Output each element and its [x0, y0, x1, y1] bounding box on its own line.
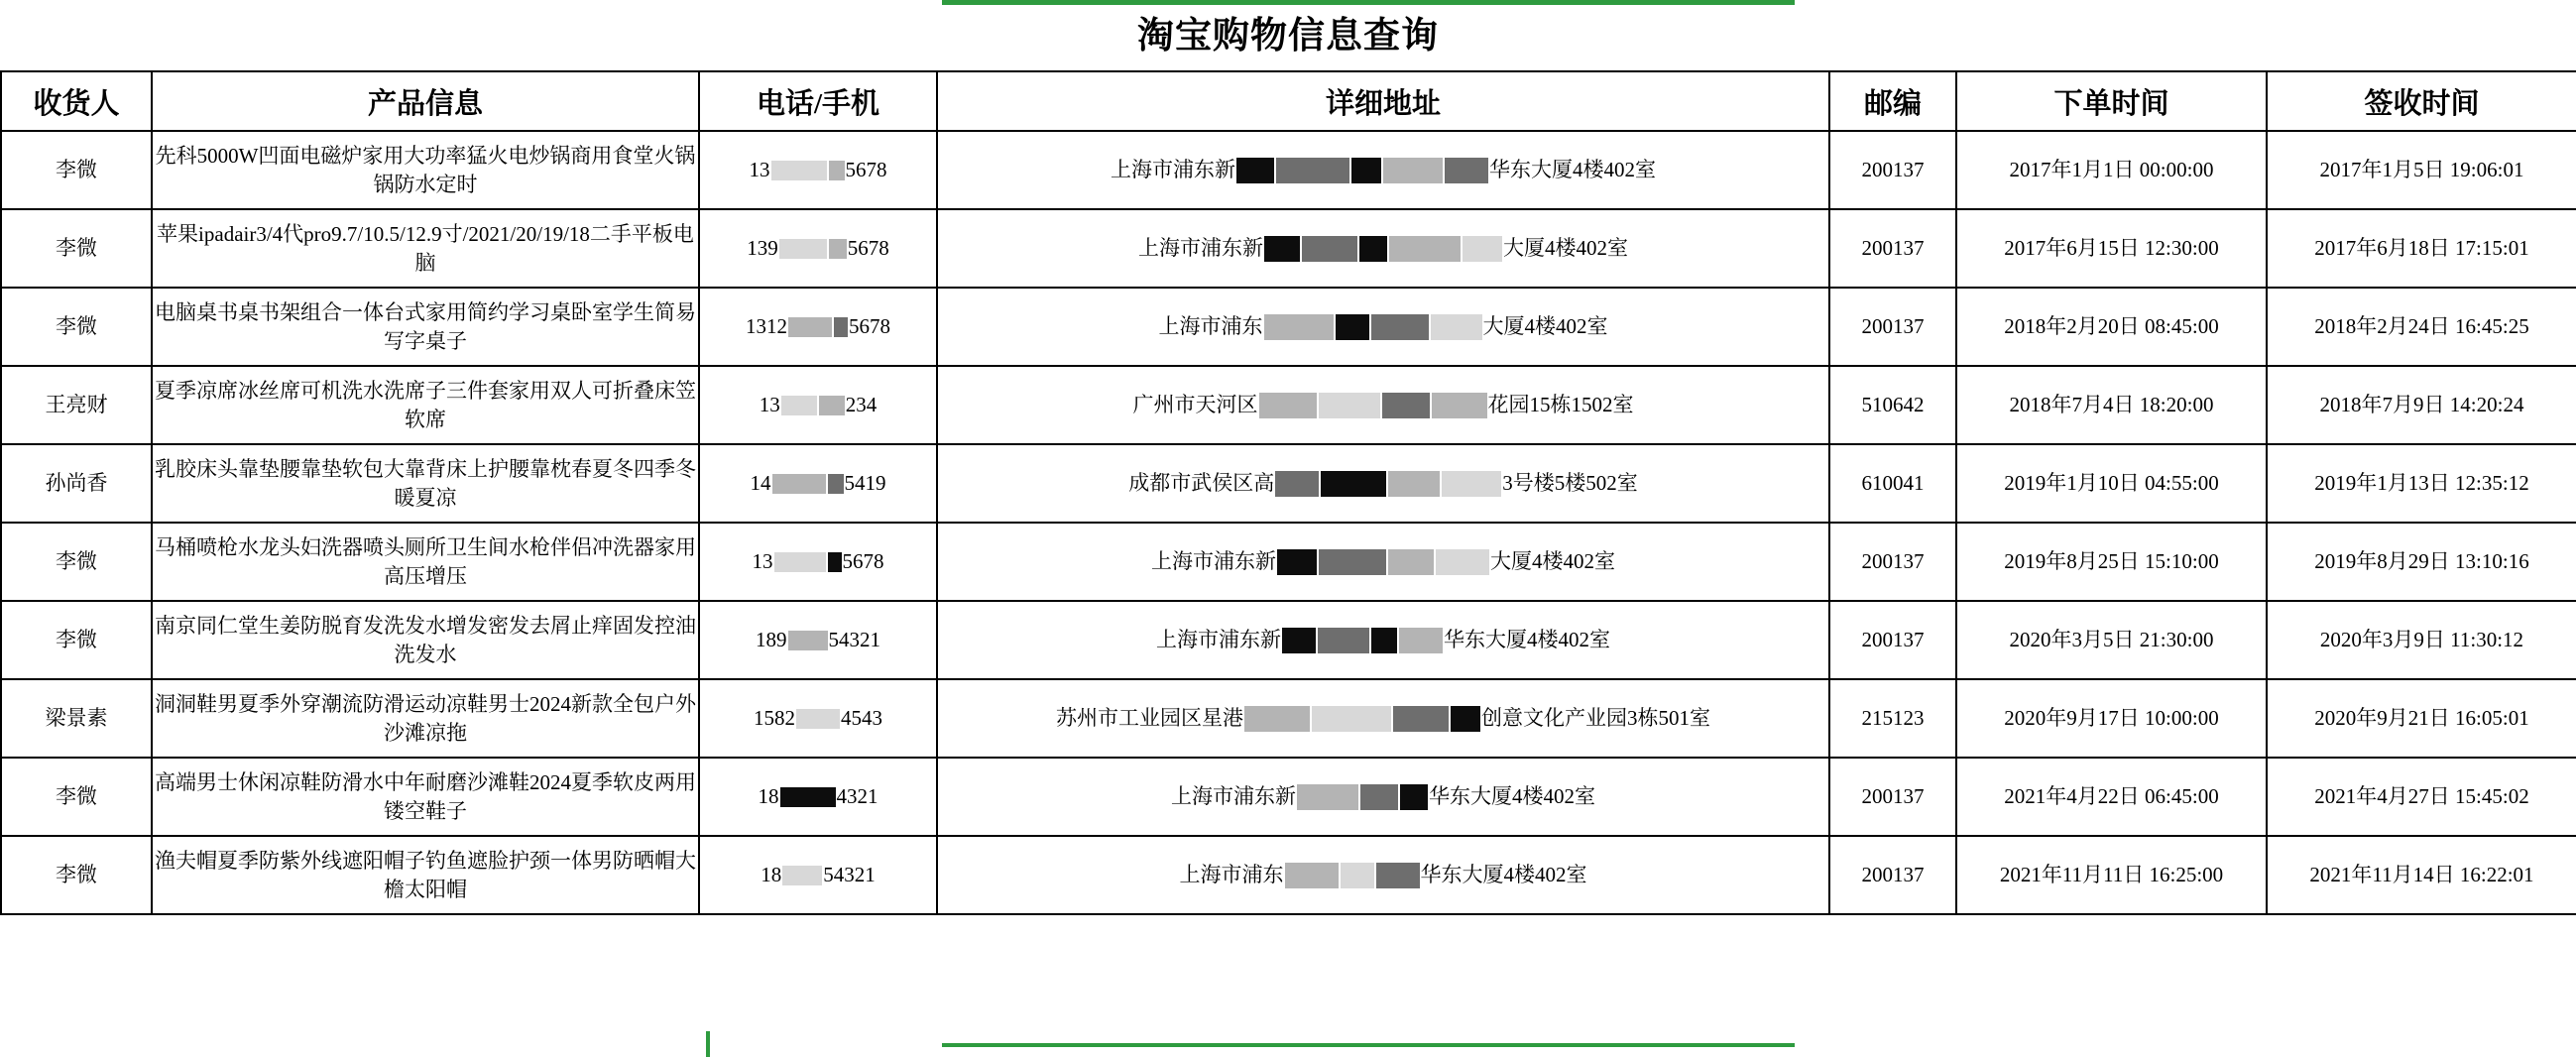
phone-suffix: 54321 — [828, 628, 880, 652]
cell-order-time: 2019年1月10日 04:55:00 — [1956, 444, 2267, 523]
redaction-block — [1259, 393, 1317, 418]
cell-zip: 200137 — [1829, 836, 1956, 914]
cell-zip: 200137 — [1829, 601, 1956, 679]
table-row — [1, 836, 2576, 914]
cell-order-time: 2018年2月20日 08:45:00 — [1956, 288, 2267, 366]
redaction-block — [1376, 863, 1420, 888]
cell-recipient: 李微 — [1, 209, 152, 288]
phone-suffix: 54321 — [823, 863, 876, 887]
redaction-block — [771, 161, 827, 180]
cell-sign-time: 2018年7月9日 14:20:24 — [2267, 366, 2576, 444]
cell-recipient: 李微 — [1, 601, 152, 679]
redaction-block — [1341, 863, 1374, 888]
cell-address — [937, 131, 1829, 209]
redaction-block — [1297, 784, 1358, 810]
address-suffix: 创意文化产业园3栋501室 — [1481, 706, 1710, 731]
left-accent-mark — [706, 1031, 710, 1057]
cell-order-time: 2021年11月11日 16:25:00 — [1956, 836, 2267, 914]
phone-prefix: 1582 — [754, 706, 795, 731]
cell-address — [937, 601, 1829, 679]
redaction-block — [1436, 549, 1489, 575]
phone-redacted — [746, 312, 890, 340]
phone-redacted — [761, 861, 876, 888]
phone-suffix: 5678 — [842, 549, 884, 574]
phone-suffix: 5678 — [845, 158, 887, 182]
redaction-block — [829, 239, 847, 259]
redaction-block — [834, 317, 848, 337]
cell-recipient: 梁景素 — [1, 679, 152, 758]
redaction-block — [1383, 158, 1443, 183]
cell-address — [937, 523, 1829, 601]
cell-zip: 215123 — [1829, 679, 1956, 758]
cell-sign-time: 2018年2月24日 16:45:25 — [2267, 288, 2576, 366]
cell-recipient: 李微 — [1, 288, 152, 366]
phone-suffix: 4543 — [841, 706, 882, 731]
redaction-block — [1388, 549, 1434, 575]
address-suffix: 华东大厦4楼402室 — [1444, 628, 1610, 652]
address-suffix: 华东大厦4楼402室 — [1429, 784, 1595, 809]
redaction-block — [1302, 236, 1357, 262]
redaction-block — [1319, 393, 1380, 418]
cell-recipient: 李微 — [1, 836, 152, 914]
cell-address — [937, 288, 1829, 366]
cell-order-time: 2017年1月1日 00:00:00 — [1956, 131, 2267, 209]
phone-redacted — [750, 156, 887, 183]
redaction-block — [1432, 393, 1487, 418]
redaction-block — [1400, 784, 1428, 810]
address-prefix: 上海市浦东新 — [1171, 784, 1296, 809]
phone-redacted — [747, 234, 889, 262]
phone-prefix: 189 — [756, 628, 787, 652]
phone-prefix: 14 — [750, 471, 771, 496]
redaction-block — [1371, 314, 1429, 340]
address-prefix: 上海市浦东新 — [1156, 628, 1281, 652]
cell-zip: 200137 — [1829, 758, 1956, 836]
cell-recipient: 李微 — [1, 131, 152, 209]
column-header-zip: 邮编 — [1829, 71, 1956, 131]
address-suffix: 华东大厦4楼402室 — [1489, 158, 1656, 182]
address-redacted — [1159, 312, 1608, 340]
phone-suffix: 4321 — [836, 784, 878, 809]
phone-prefix: 13 — [752, 549, 773, 574]
table-row — [1, 444, 2576, 523]
redaction-block — [1276, 158, 1349, 183]
column-header-recipient: 收货人 — [1, 71, 152, 131]
cell-phone — [699, 366, 937, 444]
redaction-block — [1244, 706, 1310, 732]
table-row — [1, 601, 2576, 679]
cell-zip: 200137 — [1829, 131, 1956, 209]
cell-phone — [699, 131, 937, 209]
redaction-block — [828, 552, 842, 572]
cell-phone — [699, 601, 937, 679]
cell-sign-time: 2021年4月27日 15:45:02 — [2267, 758, 2576, 836]
address-redacted — [1171, 782, 1595, 810]
phone-redacted — [753, 547, 884, 575]
address-redacted — [1156, 626, 1610, 653]
redaction-block — [1389, 236, 1461, 262]
redaction-block — [772, 474, 826, 494]
address-prefix: 上海市浦东 — [1179, 863, 1284, 887]
redaction-block — [1282, 628, 1316, 653]
cell-product: 电脑桌书桌书架组合一体台式家用简约学习桌卧室学生简易写字桌子 — [152, 288, 699, 366]
cell-recipient: 孙尚香 — [1, 444, 152, 523]
redaction-block — [819, 396, 845, 415]
redaction-block — [1463, 236, 1502, 262]
phone-redacted — [760, 391, 878, 418]
cell-zip: 200137 — [1829, 523, 1956, 601]
cell-order-time: 2020年9月17日 10:00:00 — [1956, 679, 2267, 758]
phone-suffix: 5419 — [844, 471, 886, 496]
address-prefix: 上海市浦东新 — [1111, 158, 1235, 182]
table-row — [1, 366, 2576, 444]
table-header — [1, 71, 2576, 131]
address-suffix: 大厦4楼402室 — [1490, 549, 1615, 574]
phone-redacted — [756, 626, 880, 653]
cell-zip: 510642 — [1829, 366, 1956, 444]
bottom-spacer — [0, 1046, 2576, 1057]
address-redacted — [1128, 469, 1638, 497]
cell-recipient: 李微 — [1, 758, 152, 836]
redaction-block — [781, 396, 817, 415]
column-header-phone: 电话/手机 — [699, 71, 937, 131]
cell-product: 高端男士休闲凉鞋防滑水中年耐磨沙滩鞋2024夏季软皮两用镂空鞋子 — [152, 758, 699, 836]
cell-product: 马桶喷枪水龙头妇洗器喷头厕所卫生间水枪伴侣冲洗器家用高压增压 — [152, 523, 699, 601]
cell-sign-time: 2019年8月29日 13:10:16 — [2267, 523, 2576, 601]
cell-address — [937, 366, 1829, 444]
table-row — [1, 209, 2576, 288]
cell-zip: 610041 — [1829, 444, 1956, 523]
cell-sign-time: 2020年9月21日 16:05:01 — [2267, 679, 2576, 758]
table-row — [1, 523, 2576, 601]
redaction-block — [1431, 314, 1482, 340]
cell-phone — [699, 444, 937, 523]
redaction-block — [1312, 706, 1391, 732]
redaction-block — [780, 787, 836, 807]
cell-order-time: 2019年8月25日 15:10:00 — [1956, 523, 2267, 601]
address-suffix: 3号楼5楼502室 — [1502, 471, 1638, 496]
redaction-block — [1445, 158, 1488, 183]
phone-prefix: 13 — [759, 393, 780, 417]
redaction-block — [1351, 158, 1381, 183]
redaction-block — [828, 474, 844, 494]
table-row — [1, 288, 2576, 366]
cell-product: 先科5000W凹面电磁炉家用大功率猛火电炒锅商用食堂火锅锅防水定时 — [152, 131, 699, 209]
column-header-sign-time: 签收时间 — [2267, 71, 2576, 131]
redaction-block — [1336, 314, 1369, 340]
redaction-block — [788, 317, 832, 337]
purchase-info-table — [0, 70, 2576, 915]
cell-order-time: 2017年6月15日 12:30:00 — [1956, 209, 2267, 288]
address-redacted — [1111, 156, 1656, 183]
cell-address — [937, 444, 1829, 523]
address-redacted — [1056, 704, 1710, 732]
phone-suffix: 5678 — [847, 236, 889, 261]
redaction-block — [1285, 863, 1339, 888]
phone-prefix: 13 — [749, 158, 770, 182]
cell-phone — [699, 209, 937, 288]
cell-recipient: 李微 — [1, 523, 152, 601]
redaction-block — [782, 866, 822, 885]
phone-redacted — [759, 782, 878, 810]
redaction-block — [1277, 549, 1317, 575]
redaction-block — [1388, 471, 1440, 497]
cell-sign-time: 2020年3月9日 11:30:12 — [2267, 601, 2576, 679]
redaction-block — [1275, 471, 1319, 497]
redaction-block — [1360, 784, 1398, 810]
cell-order-time: 2021年4月22日 06:45:00 — [1956, 758, 2267, 836]
cell-phone — [699, 288, 937, 366]
cell-product: 南京同仁堂生姜防脱育发洗发水增发密发去屑止痒固发控油洗发水 — [152, 601, 699, 679]
phone-redacted — [751, 469, 886, 497]
redaction-block — [1371, 628, 1397, 653]
redaction-block — [774, 552, 826, 572]
address-prefix: 苏州市工业园区星港 — [1056, 706, 1243, 731]
table-row — [1, 758, 2576, 836]
address-redacted — [1180, 861, 1587, 888]
table-body — [1, 131, 2576, 914]
cell-phone — [699, 679, 937, 758]
cell-sign-time: 2017年6月18日 17:15:01 — [2267, 209, 2576, 288]
address-suffix: 花园15栋1502室 — [1487, 393, 1634, 417]
page-title: 淘宝购物信息查询 — [1137, 16, 1439, 57]
phone-suffix: 234 — [845, 393, 878, 417]
phone-prefix: 18 — [758, 784, 779, 809]
cell-product: 洞洞鞋男夏季外穿潮流防滑运动凉鞋男士2024新款全包户外沙滩凉拖 — [152, 679, 699, 758]
redaction-block — [1264, 236, 1300, 262]
phone-redacted — [754, 704, 882, 732]
column-header-address: 详细地址 — [937, 71, 1829, 131]
redaction-block — [1319, 549, 1386, 575]
redaction-block — [1399, 628, 1443, 653]
address-suffix: 大厦4楼402室 — [1503, 236, 1628, 261]
cell-phone — [699, 836, 937, 914]
address-redacted — [1151, 547, 1615, 575]
redaction-block — [1382, 393, 1430, 418]
redaction-block — [1318, 628, 1369, 653]
cell-phone — [699, 758, 937, 836]
redaction-block — [1359, 236, 1387, 262]
column-header-product: 产品信息 — [152, 71, 699, 131]
cell-sign-time: 2021年11月14日 16:22:01 — [2267, 836, 2576, 914]
phone-suffix: 5678 — [849, 314, 890, 339]
cell-recipient: 王亮财 — [1, 366, 152, 444]
column-header-order-time: 下单时间 — [1956, 71, 2267, 131]
cell-product: 夏季凉席冰丝席可机洗水洗席子三件套家用双人可折叠床笠软席 — [152, 366, 699, 444]
address-prefix: 广州市天河区 — [1132, 393, 1258, 417]
cell-order-time: 2018年7月4日 18:20:00 — [1956, 366, 2267, 444]
redaction-block — [1393, 706, 1449, 732]
address-redacted — [1138, 234, 1628, 262]
redaction-block — [788, 631, 828, 650]
redaction-block — [1264, 314, 1334, 340]
cell-product: 乳胶床头靠垫腰靠垫软包大靠背床上护腰靠枕春夏冬四季冬暖夏凉 — [152, 444, 699, 523]
bottom-accent-bar — [942, 1043, 1795, 1047]
cell-address — [937, 209, 1829, 288]
cell-address — [937, 679, 1829, 758]
cell-phone — [699, 523, 937, 601]
cell-address — [937, 758, 1829, 836]
address-prefix: 上海市浦东新 — [1138, 236, 1263, 261]
address-redacted — [1133, 391, 1634, 418]
address-suffix: 大厦4楼402室 — [1482, 314, 1608, 339]
table-row — [1, 679, 2576, 758]
cell-sign-time: 2017年1月5日 19:06:01 — [2267, 131, 2576, 209]
cell-zip: 200137 — [1829, 209, 1956, 288]
cell-sign-time: 2019年1月13日 12:35:12 — [2267, 444, 2576, 523]
redaction-block — [1236, 158, 1274, 183]
cell-order-time: 2020年3月5日 21:30:00 — [1956, 601, 2267, 679]
redaction-block — [796, 709, 840, 729]
address-prefix: 上海市浦东新 — [1151, 549, 1276, 574]
redaction-block — [1451, 706, 1480, 732]
cell-address — [937, 836, 1829, 914]
phone-prefix: 1312 — [746, 314, 787, 339]
redaction-block — [1442, 471, 1501, 497]
cell-product: 苹果ipadair3/4代pro9.7/10.5/12.9寸/2021/20/19/18二手平板电脑 — [152, 209, 699, 288]
redaction-block — [1321, 471, 1386, 497]
address-prefix: 上海市浦东 — [1158, 314, 1263, 339]
address-prefix: 成都市武侯区高 — [1128, 471, 1275, 496]
address-suffix: 华东大厦4楼402室 — [1420, 863, 1587, 887]
redaction-block — [829, 161, 845, 180]
cell-zip: 200137 — [1829, 288, 1956, 366]
cell-product: 渔夫帽夏季防紫外线遮阳帽子钓鱼遮脸护颈一体男防晒帽大檐太阳帽 — [152, 836, 699, 914]
phone-prefix: 18 — [761, 863, 782, 887]
redaction-block — [779, 239, 827, 259]
phone-prefix: 139 — [747, 236, 778, 261]
table-header-row — [1, 71, 2576, 131]
table-row — [1, 131, 2576, 209]
